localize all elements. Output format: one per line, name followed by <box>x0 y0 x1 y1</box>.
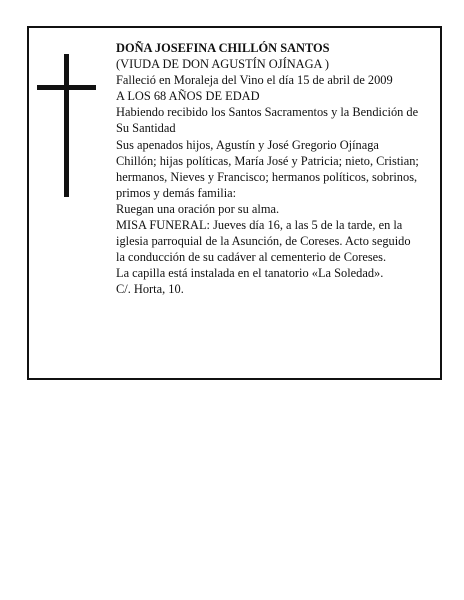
obituary-text <box>116 40 421 298</box>
chapel-location: La capilla está instalada en el tanatorio «La Soledad». <box>116 266 384 281</box>
funeral-mass-info: MISA FUNERAL: Jueves día 16, a las 5 de la tarde, en la iglesia parroquial de la Asunción, de Coreses. Acto seguido la conducción de su cadáver al cementerio de Coreses. <box>116 218 411 265</box>
death-line: Falleció en Moraleja del Vino el día 15 de abril de 2009 <box>116 73 393 88</box>
age-line: A LOS 68 AÑOS DE EDAD <box>116 89 260 104</box>
family-list: Sus apenados hijos, Agustín y José Gregorio Ojínaga Chillón; hijas políticas, María José y Patricia; nieto, Cristian; hermanos, Nieves y Francisco; hermanos políticos, sobrinos, primos y demás familia: <box>116 137 419 200</box>
sacraments-line: Habiendo recibido los Santos Sacramentos y la Bendición de Su Santidad <box>116 105 419 136</box>
cross-icon-horizontal-bar <box>37 85 96 90</box>
chapel-address: C/. Horta, 10. <box>116 282 184 297</box>
deceased-name: DOÑA JOSEFINA CHILLÓN SANTOS <box>116 41 330 55</box>
widow-of-line: (VIUDA DE DON AGUSTÍN OJÍNAGA ) <box>116 57 330 72</box>
cross-icon-vertical-bar <box>64 54 69 197</box>
prayer-request: Ruegan una oración por su alma. <box>116 201 280 216</box>
